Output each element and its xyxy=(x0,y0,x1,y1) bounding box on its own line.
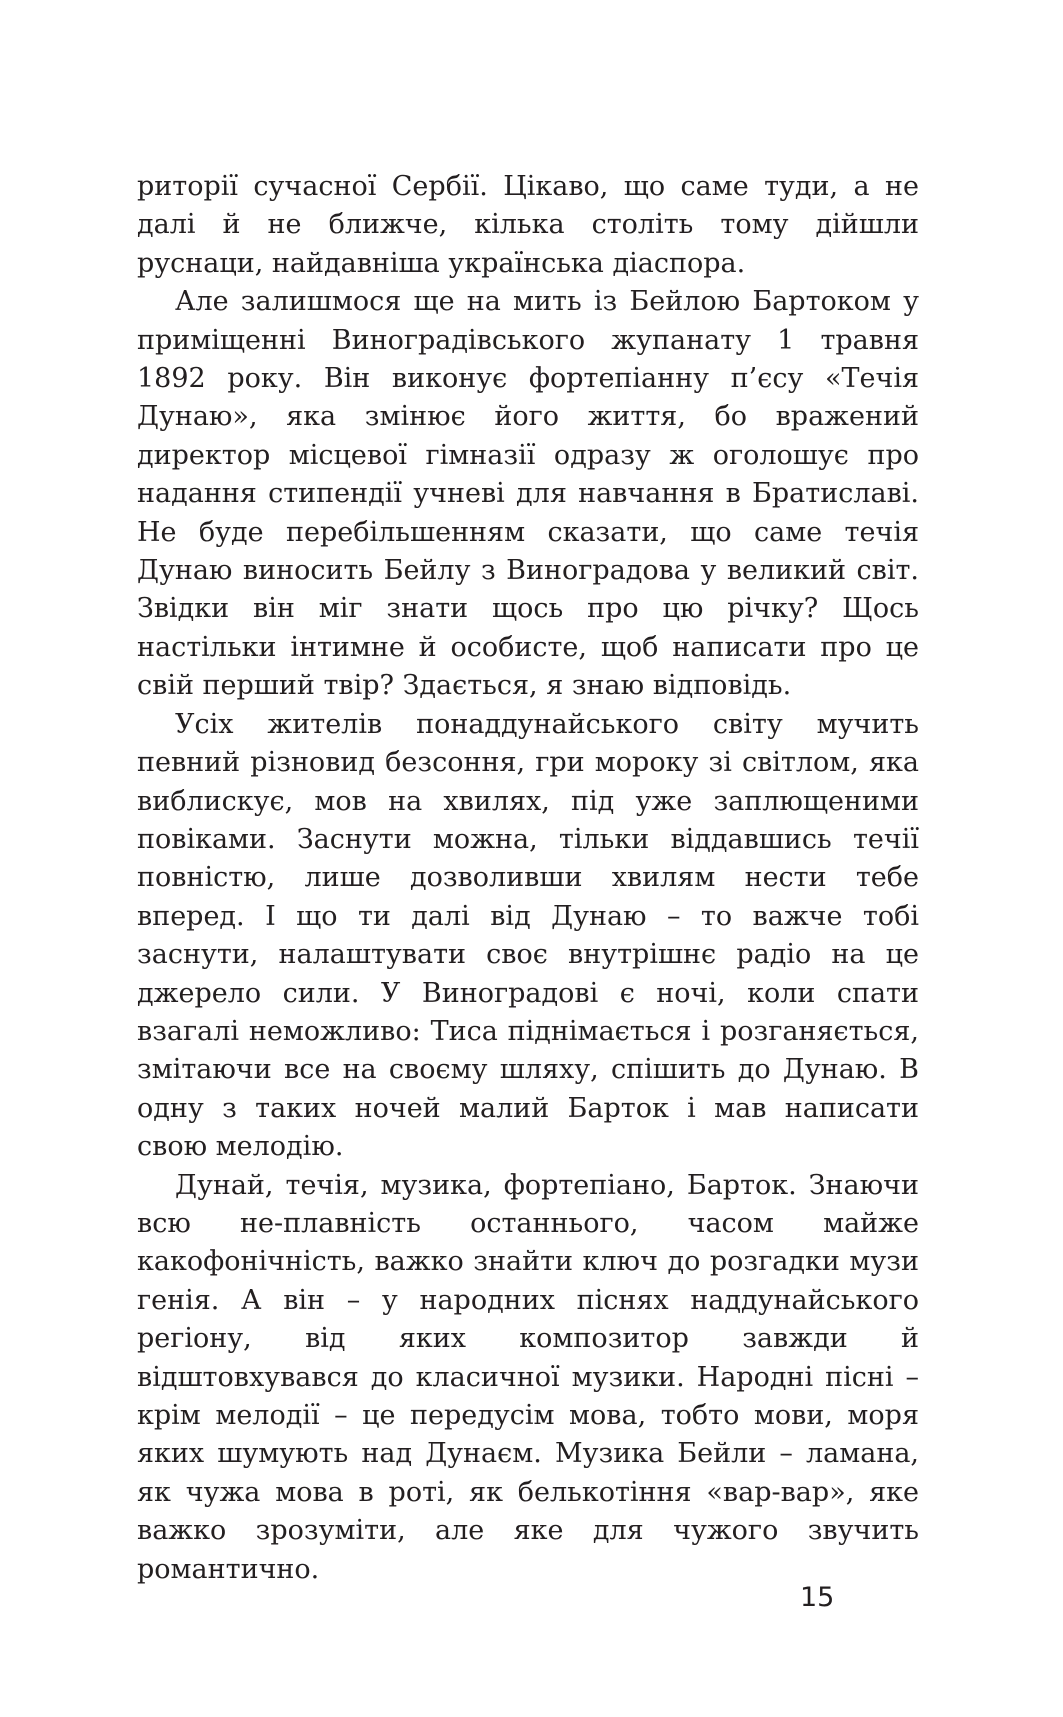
page-number: 15 xyxy=(800,1582,835,1613)
paragraph-insomnia: Усіх жителів понаддунайського світу мучить певний різновид безсоння, гри мороку зі світлом, яка виблискує, мов на хвилях, під уже заплющеними повіками. Заснути можна, тільки віддавшись течії повністю, лише дозволивши хвилям нести тебе вперед. І що ти далі від Дунаю – то важче тобі заснути, налаштувати своє внутрішнє радіо на це джерело сили. У Виноградові є ночі, коли спати взагалі неможливо: Тиса піднімається і розганяється, змітаючи все на своєму шляху, спішить до Дунаю. В одну з таких ночей малий Барток і мав написати свою мелодію. xyxy=(137,708,919,1163)
body-text xyxy=(137,168,919,1589)
paragraph-folk-songs: Дунай, течія, музика, фортепіано, Барток. Знаючи всю не-плавність останнього, часом майже какофонічність, важко знайти ключ до розгадки музи генія. А він – у народних піснях наддунайського регіону, від яких композитор завжди й відштовхувався до класичної музики. Народні пісні – крім мелодії – це передусім мова, тобто мови, моря яких шумують над Дунаєм. Музика Бейли – ламана, як чужа мова в роті, як белькотіння «вар-вар», яке важко зрозуміти, але яке для чужого звучить романтично. xyxy=(137,1169,919,1585)
paragraph-continued: риторії сучасної Сербії. Цікаво, що саме туди, а не далі й не ближче, кілька століть тому дійшли руснаци, найдавніша українська діаспора. xyxy=(137,171,919,279)
paragraph-bartok-concert: Але залишмося ще на мить із Бейлою Бартоком у приміщенні Виноградівського жупанату 1 травня 1892 року. Він виконує фортепіанну п’єсу «Течія Дунаю», яка змінює його життя, бо вражений директор місцевої гімназії одразу ж оголошує про надання стипендії учневі для навчання в Братиславі. Не буде перебільшенням сказати, що саме течія Дунаю виносить Бейлу з Виноградова у великий світ. Звідки він міг знати щось про цю річку? Щось настільки інтимне й особисте, щоб написати про це свій перший твір? Здається, я знаю відповідь. xyxy=(137,286,919,702)
